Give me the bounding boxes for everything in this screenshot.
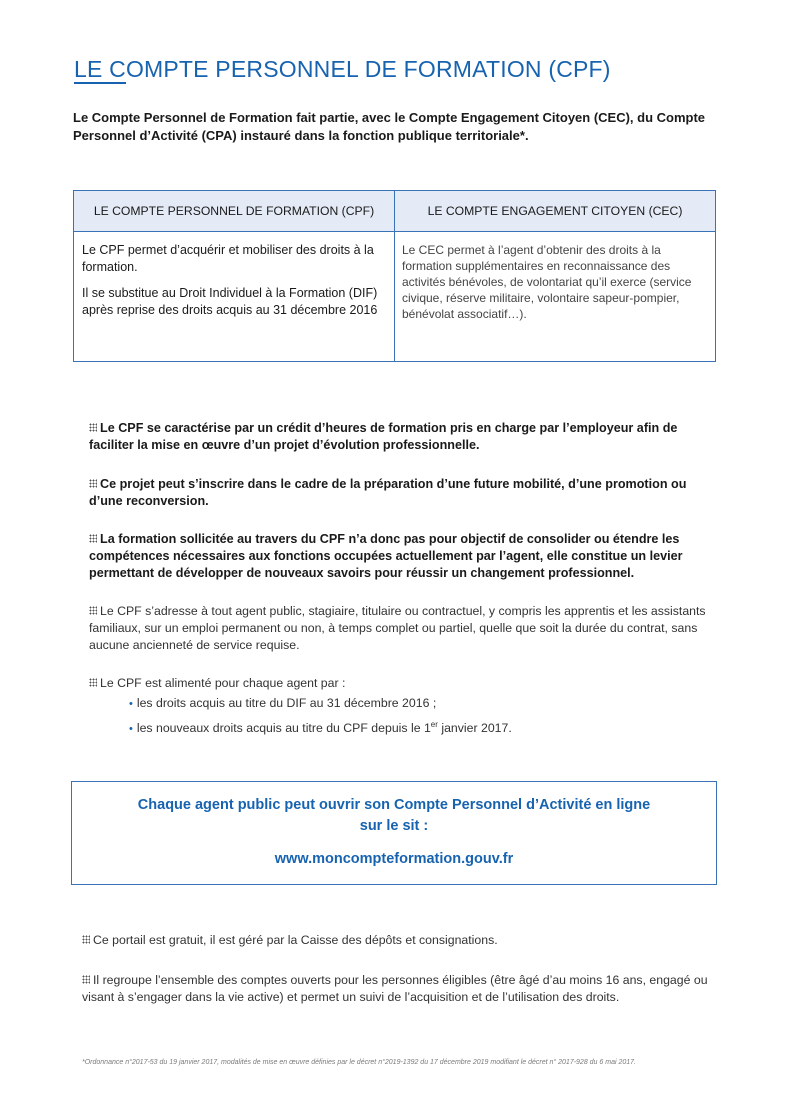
cpf-body — [74, 232, 394, 336]
callout-box — [71, 781, 717, 885]
bullet-text: Le CPF se caractérise par un crédit d’heures de formation pris en charge par l’employeur afin de faciliter la mise en œuvre d’un projet d’évolution professionnelle. — [89, 421, 678, 452]
cpf-column — [74, 191, 394, 361]
cec-paragraph-1: Le CEC permet à l’agent d’obtenir des droits à la formation supplémentaires en reconnaissance des activités bénévoles, de volontariat qu’il exerce (service civique, réserve militaire, volontaire sapeur-pompier, bénévolat associatif…). — [402, 243, 692, 321]
bullet-text: La formation sollicitée au travers du CPF n’a donc pas pour objectif de consolider ou étendre les compétences nécessaires aux fonctions occupées actuellement par l’agent, elle constitue un levier permettant de développer de nouveaux savoirs pour réussir un changement professionnel. — [89, 532, 683, 580]
bullet-item — [89, 531, 719, 582]
bullet-icon — [89, 534, 97, 543]
sub-bullet — [89, 695, 719, 713]
cec-body — [395, 232, 715, 340]
bullet-text: Ce portail est gratuit, il est géré par la Caisse des dépôts et consignations. — [93, 933, 498, 947]
page-title — [74, 56, 611, 83]
sub-bullet-sup: er — [430, 720, 438, 729]
cpf-paragraph-1: Le CPF permet d’acquérir et mobiliser des droits à la formation. — [82, 243, 374, 274]
bullet-item — [82, 932, 712, 949]
comparison-table — [73, 190, 716, 362]
bullet-icon — [89, 606, 97, 615]
page-title-underlined: LE C — [74, 56, 126, 82]
sub-bullet — [89, 716, 719, 738]
callout-line-1: Chaque agent public peut ouvrir son Compte Personnel d’Activité en ligne — [137, 797, 651, 813]
bullet-text: Il regroupe l’ensemble des comptes ouverts pour les personnes éligibles (être âgé d’au moins 16 ans, engagé ou visant à s’engager dans la vie active) et permet un suivi de l’acquisition et de l’utilisation des droits. — [82, 973, 708, 1004]
cpf-header: LE COMPTE PERSONNEL DE FORMATION (CPF) — [74, 191, 394, 232]
bullet-icon — [89, 678, 97, 687]
sub-bullet-text-post: janvier 2017. — [437, 721, 512, 736]
cpf-paragraph-2: Il se substitue au Droit Individuel à la Formation (DIF) après reprise des droits acquis au 31 décembre 2016 — [82, 286, 378, 317]
sub-bullet-text-pre: les nouveaux droits acquis au titre du CPF depuis le 1 — [136, 721, 431, 736]
bullet-item — [89, 675, 719, 738]
bullet-icon — [82, 935, 90, 944]
cec-column — [394, 191, 715, 361]
bullet-icon — [89, 423, 97, 432]
bullet-item — [89, 603, 719, 654]
callout-line-2: sur le sit : — [359, 818, 429, 834]
bullet-text: Le CPF est alimenté pour chaque agent par : — [100, 676, 346, 690]
bullet-item — [89, 476, 719, 510]
bullet-item — [89, 420, 719, 454]
bullet-text: Le CPF s’adresse à tout agent public, stagiaire, titulaire ou contractuel, y compris les apprentis et les assistants familiaux, sur un emploi permanent ou non, à temps complet ou partiel, quelle que soit la durée du contrat, sans aucune ancienneté de service requise. — [89, 604, 706, 652]
dot-icon: • — [129, 723, 133, 736]
bullet-icon — [82, 975, 90, 984]
footnote: *Ordonnance n°2017-53 du 19 janvier 2017, modalités de mise en œuvre définies par le décret n°2019-1392 du 17 décembre 2019 modifiant le décret n° 2017-928 du 6 mai 2017. — [82, 1059, 636, 1066]
sub-bullet-text: les droits acquis au titre du DIF au 31 décembre 2016 ; — [136, 696, 437, 710]
dot-icon: • — [129, 698, 133, 710]
intro-paragraph: Le Compte Personnel de Formation fait partie, avec le Compte Engagement Citoyen (CEC), du Compte Personnel d’Activité (CPA) instauré dans la fonction publique territoriale*. — [73, 110, 706, 143]
page-title-rest: OMPTE PERSONNEL DE FORMATION (CPF) — [125, 56, 611, 82]
cec-header: LE COMPTE ENGAGEMENT CITOYEN (CEC) — [395, 191, 715, 232]
callout-url[interactable]: www.moncompteformation.gouv.fr — [274, 851, 514, 867]
bullet-item — [82, 972, 722, 1006]
bullet-text: Ce projet peut s’inscrire dans le cadre de la préparation d’une future mobilité, d’une promotion ou d’une reconversion. — [89, 477, 687, 508]
bullet-icon — [89, 479, 97, 488]
